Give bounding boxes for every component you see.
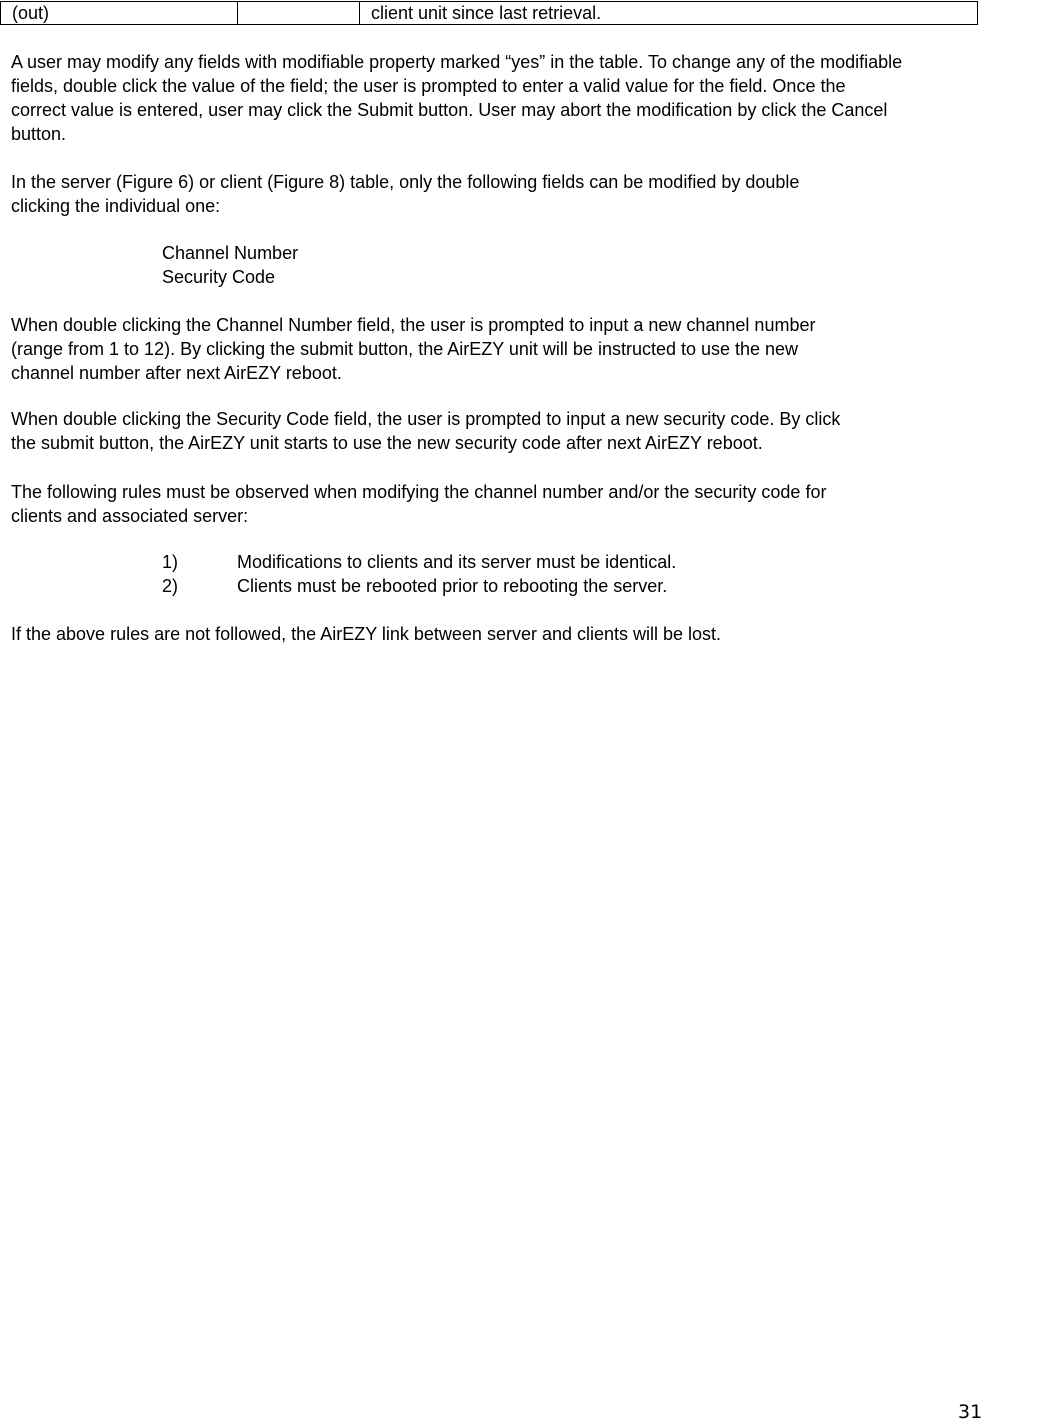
- text-line: A user may modify any fields with modifiable property marked “yes” in the table. To change any of the modifiable: [11, 52, 903, 72]
- table-row: [1, 2, 978, 25]
- table-cell-direction: (out): [1, 2, 238, 25]
- field-item-channel-number: Channel Number: [162, 243, 299, 263]
- page-number: 31: [958, 1401, 983, 1423]
- text-line: clients and associated server:: [11, 506, 249, 526]
- text-line: (range from 1 to 12). By clicking the submit button, the AirEZY unit will be instructed to use the new: [11, 339, 799, 359]
- text-line: fields, double click the value of the field; the user is prompted to enter a valid value for the field. Once the: [11, 76, 846, 96]
- text-line: channel number after next AirEZY reboot.: [11, 363, 342, 383]
- text-line: clicking the individual one:: [11, 196, 221, 216]
- text-line: In the server (Figure 6) or client (Figure 8) table, only the following fields can be modified by double: [11, 172, 800, 192]
- table-cell-modifiable: [238, 2, 360, 25]
- text-line: correct value is entered, user may click the Submit button. User may abort the modification by click the Cancel: [11, 100, 888, 120]
- text-line: When double clicking the Security Code field, the user is prompted to input a new security code. By click: [11, 409, 841, 429]
- field-item-security-code: Security Code: [162, 267, 276, 287]
- closing-paragraph: If the above rules are not followed, the AirEZY link between server and clients will be lost.: [11, 624, 722, 644]
- rule-text: Clients must be rebooted prior to rebooting the server.: [237, 576, 668, 596]
- text-line: the submit button, the AirEZY unit starts to use the new security code after next AirEZY reboot.: [11, 433, 763, 453]
- text-line: When double clicking the Channel Number field, the user is prompted to input a new channel number: [11, 315, 816, 335]
- table-fragment: [0, 1, 978, 25]
- text-line: The following rules must be observed when modifying the channel number and/or the security code for: [11, 482, 827, 502]
- table-cell-description: client unit since last retrieval.: [360, 2, 978, 25]
- rule-number: 1): [162, 552, 179, 572]
- text-line: button.: [11, 124, 67, 144]
- rule-number: 2): [162, 576, 179, 596]
- rule-text: Modifications to clients and its server must be identical.: [237, 552, 677, 572]
